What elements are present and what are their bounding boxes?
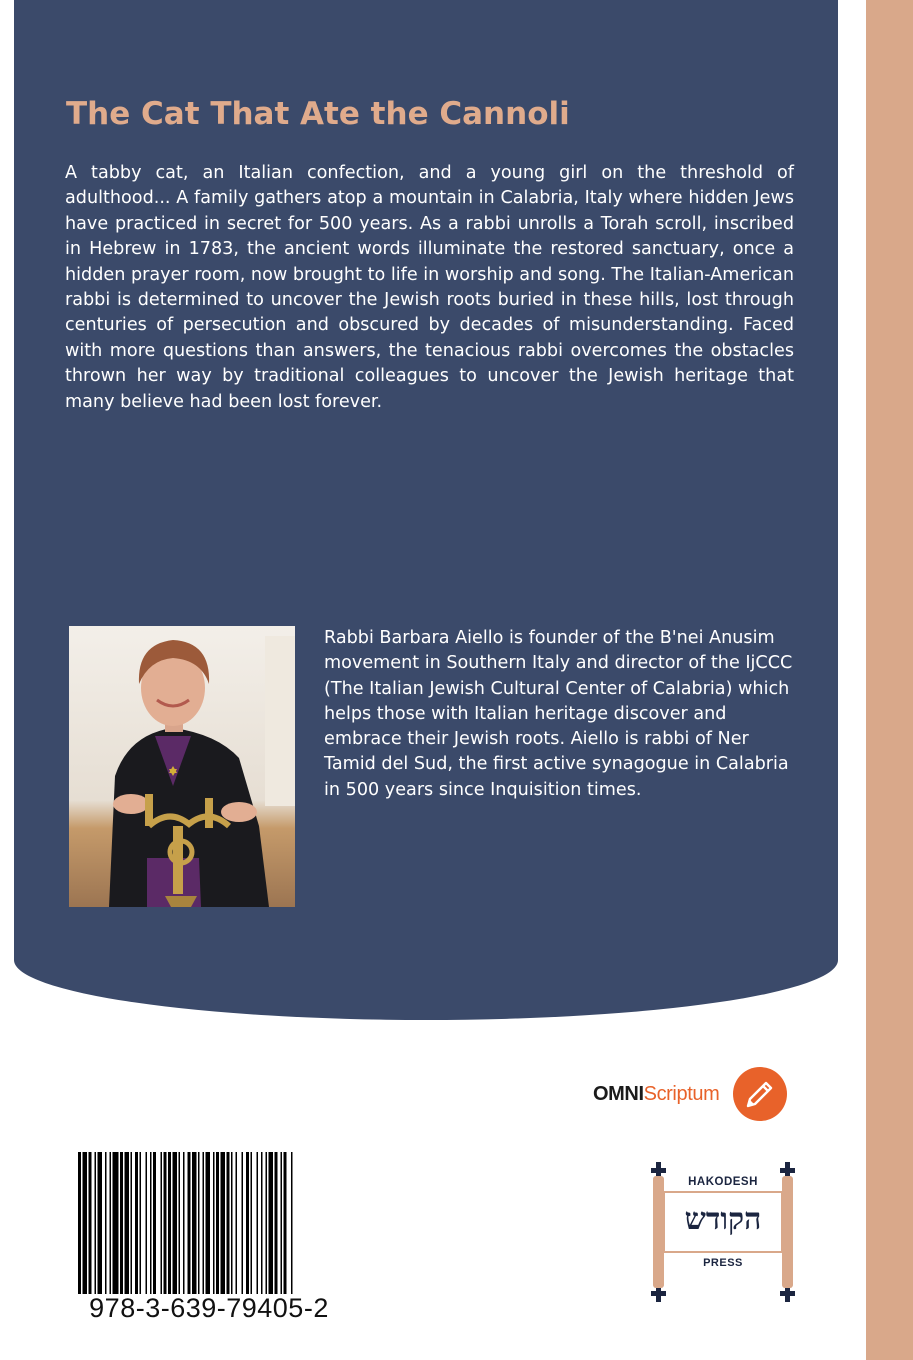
pencil-icon xyxy=(732,1066,788,1122)
book-title: The Cat That Ate the Cannoli xyxy=(66,96,570,132)
spine-strip xyxy=(866,0,913,1360)
book-blurb: A tabby cat, an Italian confection, and a young girl on the threshold of adulthood... A family gathers atop a mountain in Calabria, Italy where hidden Jews have practiced in secret for 500 years. As a rabbi unrolls a Torah scroll, inscribed in Hebrew in 1783, the ancient words illuminate the restored sanctuary, once a hidden prayer room, now brought to life in worship and song. The Italian-American rabbi is determined to uncover the Jewish roots buried in these hills, lost through centuries of persecution and obscured by decades of misunderstanding. Faced with more questions than answers, the tenacious rabbi overcomes the obstacles thrown her way by traditional colleagues to uncover the Jewish heritage that many believe had been lost forever. xyxy=(65,163,794,412)
imprint-bottom-label: PRESS xyxy=(703,1257,743,1269)
hakodesh-press-logo xyxy=(643,1154,803,1310)
author-bio: Rabbi Barbara Aiello is founder of the B'nei Anusim movement in Southern Italy and director of the IjCCC (The Italian Jewish Cultural Center of Calabria) which helps those with Italian heritage discover and embrace their Jewish roots. Aiello is rabbi of Ner Tamid del Sud, the first active synagogue in Calabria in 500 years since Inquisition times. xyxy=(324,628,793,800)
back-cover-panel xyxy=(14,0,838,1020)
author-photo xyxy=(69,626,295,907)
publisher-name: OMNIScriptum xyxy=(593,1082,720,1105)
omniscriptum-logo xyxy=(593,1066,793,1122)
barcode xyxy=(78,1152,340,1294)
isbn-number: 978-3-639-79405-2 xyxy=(89,1293,329,1323)
imprint-top-label: HAKODESH xyxy=(688,1176,758,1188)
imprint-hebrew-name: הקודש xyxy=(684,1202,762,1237)
